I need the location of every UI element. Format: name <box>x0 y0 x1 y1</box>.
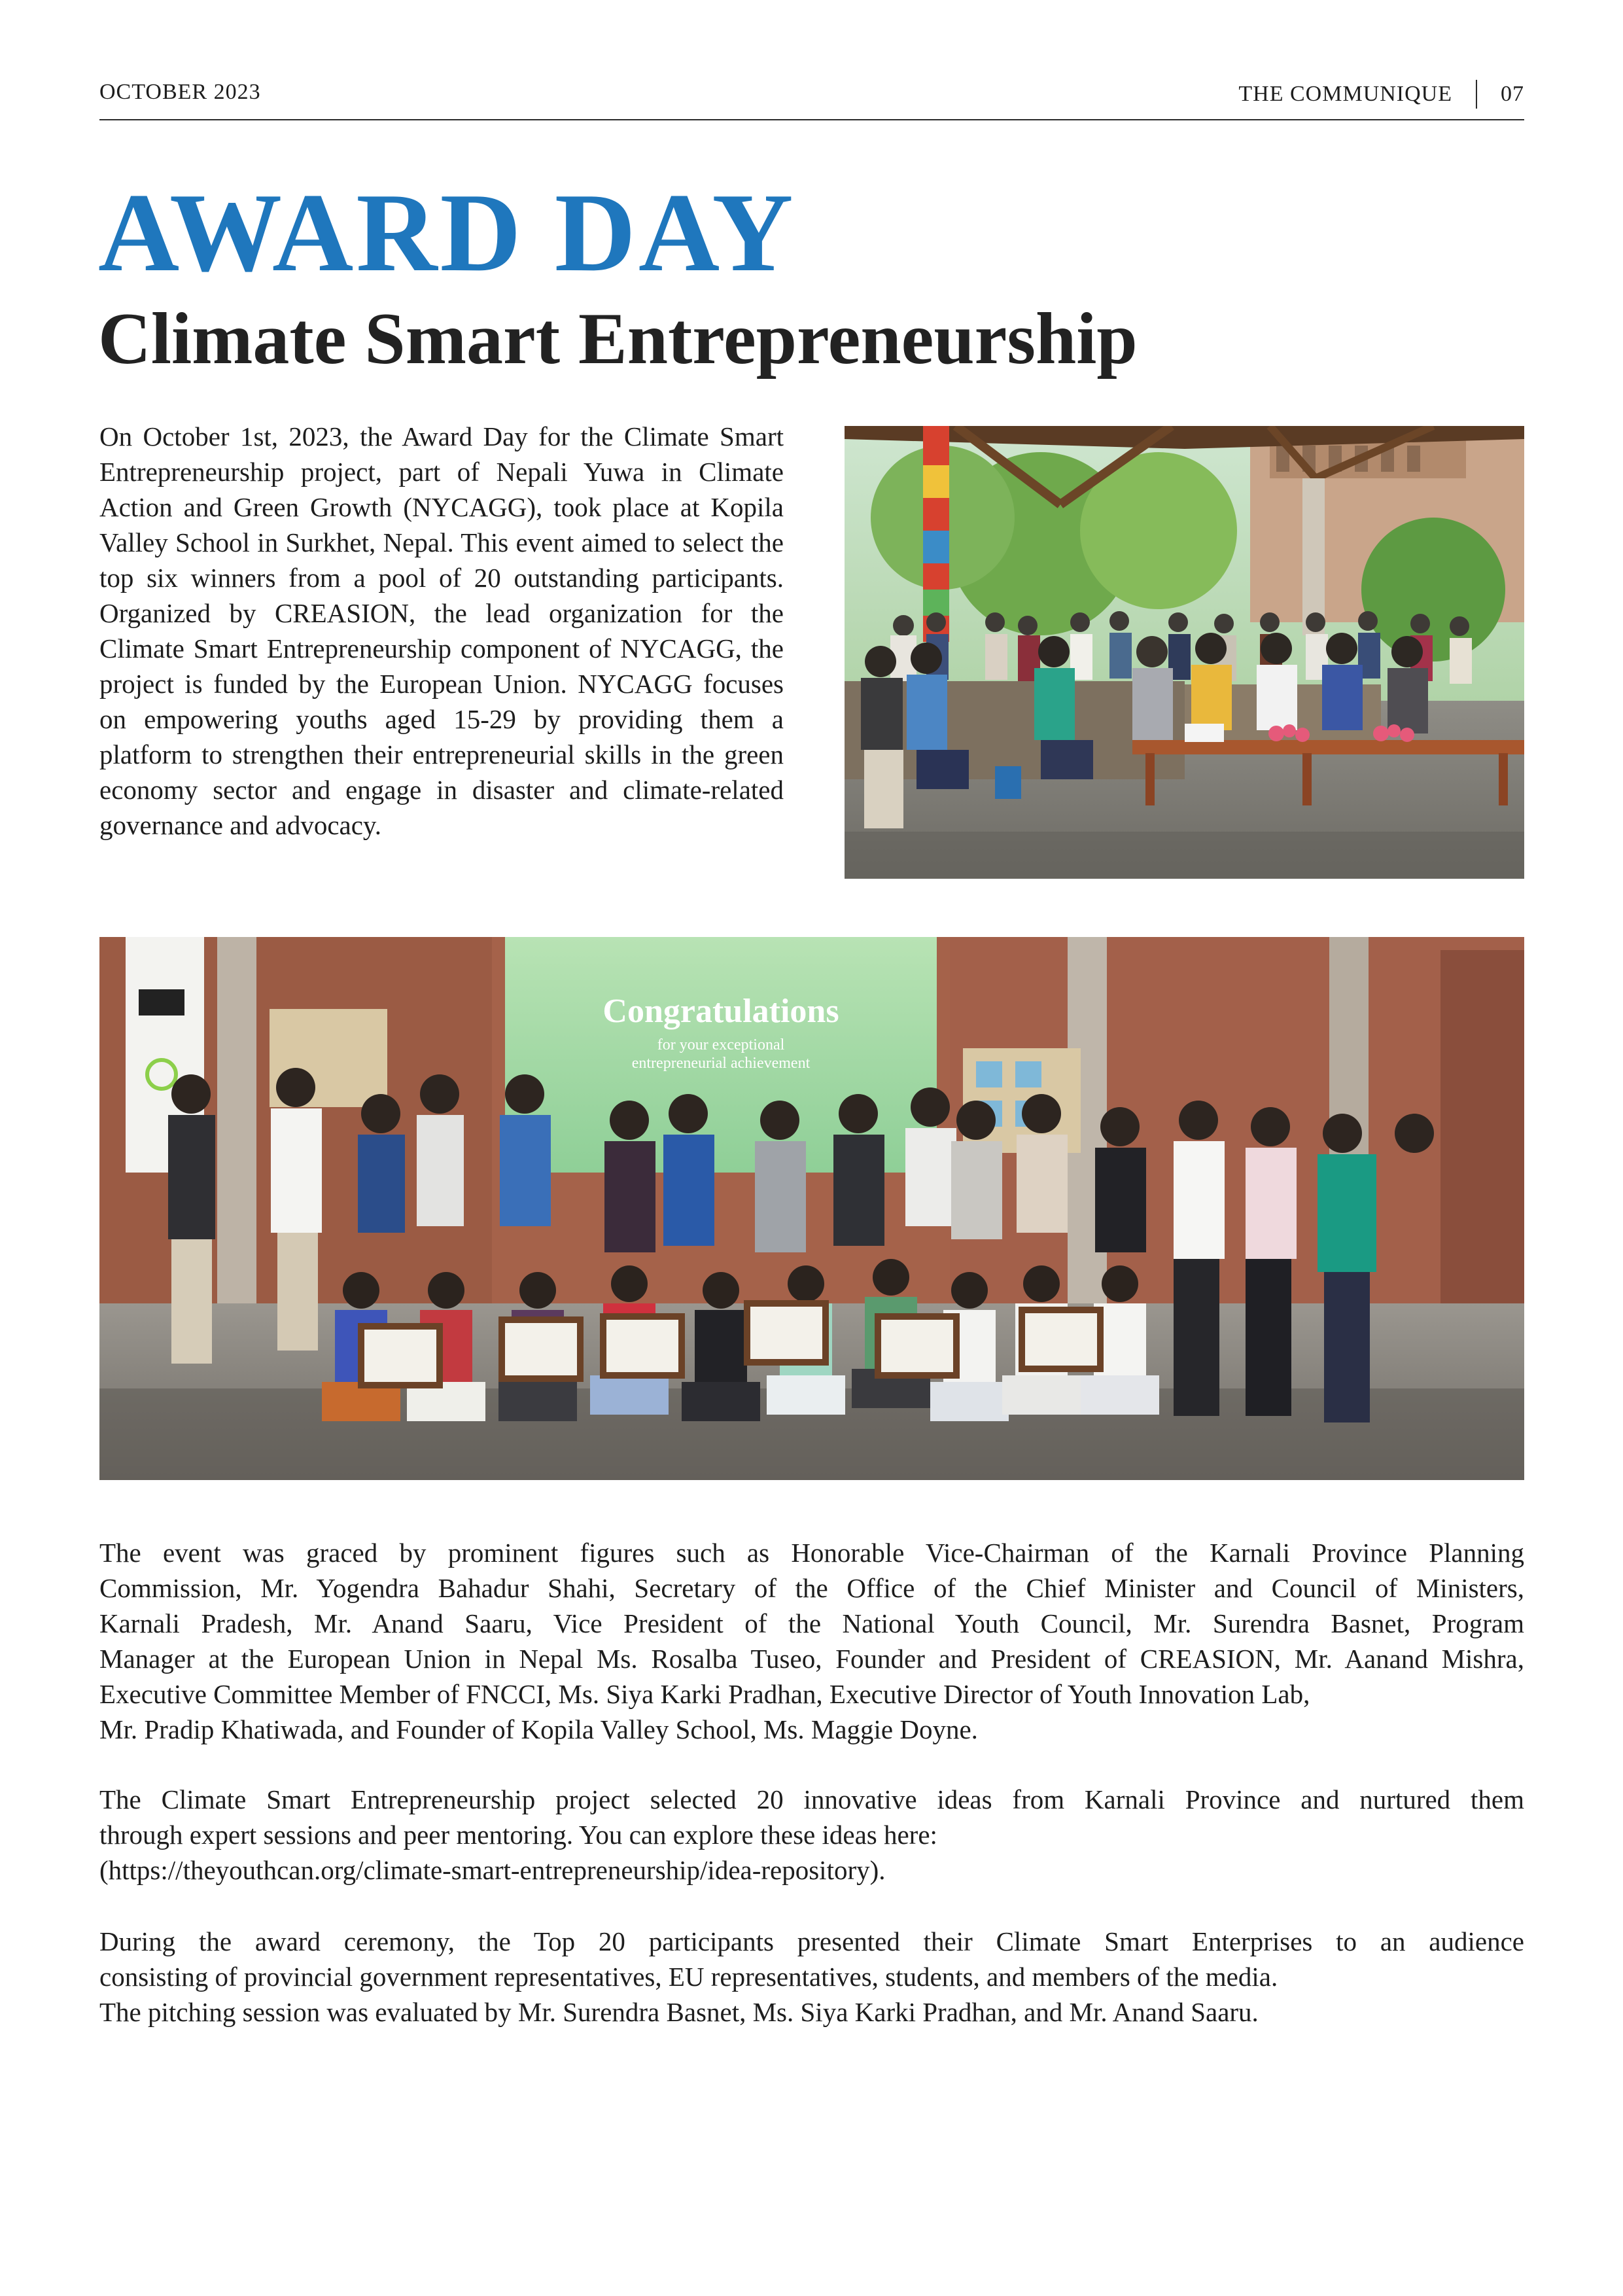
issue-date: OCTOBER 2023 <box>99 80 261 104</box>
paragraph-1-line: Manager at the European Union in Nepal Ms. Rosalba Tuseo, Founder and President of CREASION, Mr. Aanand Mishra, <box>99 1644 1524 1674</box>
paragraph-1-line: Mr. Pradip Khatiwada, and Founder of Kopila Valley School, Ms. Maggie Doyne. <box>99 1714 978 1744</box>
paragraph-1-line: Commission, Mr. Yogendra Bahadur Shahi, Secretary of the Office of the Chief Minister and Council of Ministers, <box>99 1573 1524 1603</box>
paragraph-3-line: The pitching session was evaluated by Mr. Surendra Basnet, Ms. Siya Karki Pradhan, and Mr. Anand Saaru. <box>99 1997 1259 2027</box>
screen-line-2: for your exceptional <box>657 1036 785 1053</box>
group-photo <box>99 937 1524 1480</box>
paragraph-1-line: The event was graced by prominent figures such as Honorable Vice-Chairman of the Karnali Province Planning <box>99 1538 1524 1568</box>
page-header <box>99 77 1524 120</box>
audience-photo <box>845 426 1524 879</box>
body-paragraph-3 <box>99 1924 1524 2030</box>
header-separator <box>1476 80 1477 109</box>
screen-line-3: entrepreneurial achievement <box>631 1055 811 1072</box>
body-paragraph-2 <box>99 1782 1524 1888</box>
header-right <box>1238 80 1524 109</box>
page-number: 07 <box>1501 82 1524 106</box>
body-paragraph-1 <box>99 1535 1524 1747</box>
paragraph-2-line: The Climate Smart Entrepreneurship project selected 20 innovative ideas from Karnali Province and nurtured them <box>99 1784 1524 1814</box>
audience-photo-illustration <box>845 426 1524 879</box>
article-subtitle: Climate Smart Entrepreneurship <box>98 298 1138 380</box>
paragraph-2-line: through expert sessions and peer mentoring. You can explore these ideas here: <box>99 1820 937 1850</box>
paragraph-2-link[interactable]: (https://theyouthcan.org/climate-smart-entrepreneurship/idea-repository). <box>99 1855 886 1885</box>
paragraph-1-line: Karnali Pradesh, Mr. Anand Saaru, Vice President of the National Youth Council, Mr. Surendra Basnet, Program <box>99 1608 1524 1638</box>
paragraph-3-line: consisting of provincial government representatives, EU representatives, students, and members of the media. <box>99 1962 1278 1992</box>
intro-paragraph: On October 1st, 2023, the Award Day for the Climate Smart Entrepreneurship project, part of Nepali Yuwa in Climate Action and Green Growth (NYCAGG), took place at Kopila Valley School in Surkhet, Nepal. This event aimed to select the top six winners from a pool of 20 outstanding participants. Organized by CREASION, the lead organization for the Climate Smart Entrepreneurship component of NYCAGG, the project is funded by the European Union. NYCAGG focuses on empowering youths aged 15-29 by providing them a platform to strengthen their entrepreneurial skills in the green economy sector and engage in disaster and climate-related governance and advocacy. <box>99 421 784 840</box>
paragraph-1-line: Executive Committee Member of FNCCI, Ms. Siya Karki Pradhan, Executive Director of Youth Innovation Lab, <box>99 1679 1310 1709</box>
paragraph-3-line: During the award ceremony, the Top 20 participants presented their Climate Smart Enterprises to an audience <box>99 1926 1524 1956</box>
article-title: AWARD DAY <box>98 171 796 295</box>
screen-congratulations: Congratulations <box>602 993 839 1030</box>
group-photo-illustration <box>99 937 1524 1480</box>
publication-name: THE COMMUNIQUE <box>1238 82 1452 106</box>
